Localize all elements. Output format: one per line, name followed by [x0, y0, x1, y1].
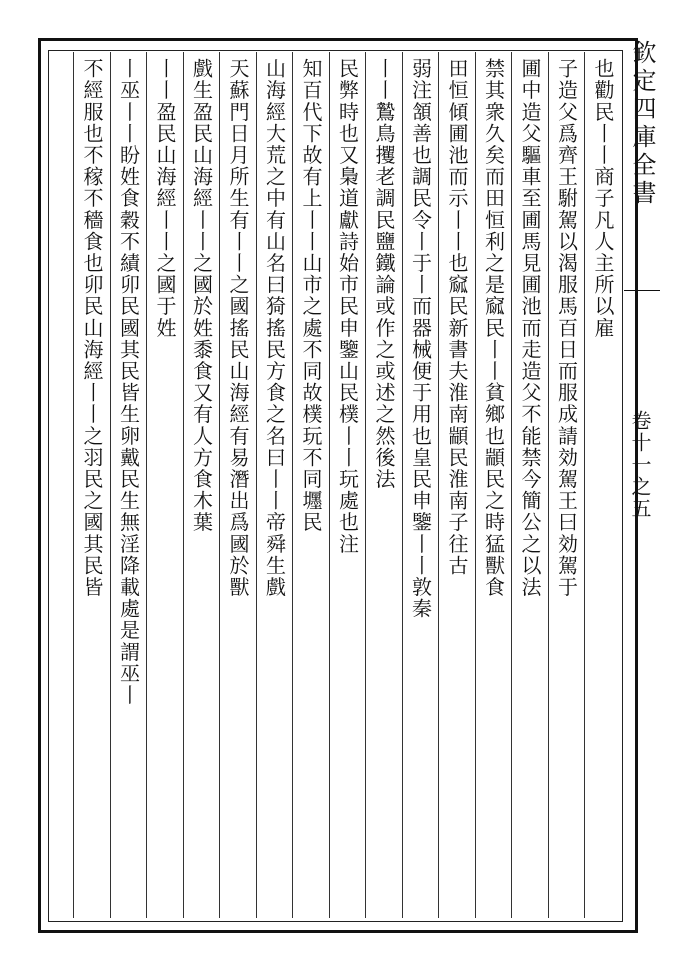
- text-column: 戲生盈民山海經丨丨之國於姓黍食又有人方食木葉: [189, 58, 214, 534]
- text-column: 民弊時也又梟道獻詩始市民申鑒山民樸丨丨玩處也注: [335, 58, 360, 555]
- book-title-margin: 欽定四庫全書: [628, 40, 656, 208]
- text-column: 丨丨盈民山海經丨丨之國于姓: [153, 58, 177, 339]
- text-column: 圃中造父驅車至圃馬見圃池而走造父不能禁今簡公之以法: [518, 58, 542, 598]
- text-column: 知百代下故有上丨丨山市之處不同故樸玩不同壥民: [299, 58, 323, 534]
- text-column: 子造父爲齊王駙駕以渴服馬百日而服成請効駕王曰効駕于: [554, 58, 579, 598]
- text-column: 也勸民丨丨商子凡人主所以雇: [591, 58, 615, 339]
- text-column: 不經服也不稼不穡食也卯民山海經丨丨之羽民之國其民皆: [80, 58, 104, 598]
- volume-number-margin: 卷十一之五: [628, 410, 652, 520]
- text-column: 山海經大荒之中有山名曰猗搖民方食之名曰丨丨帝舜生戲: [262, 58, 287, 598]
- text-column: 田恒傾圃池而示丨丨也窳民新書夫淮南顓民淮南子往古: [445, 58, 469, 577]
- text-column: 天蘇門日月所生有丨丨之國搖民山海經有易潛出爲國於獸: [226, 58, 250, 598]
- text-column: 丨巫丨丨盼姓食穀不績卯民國其民皆生卵戴民生無淫降載處是謂巫丨: [116, 58, 141, 706]
- text-column: 禁其衆久矣而田恒利之是窳民丨丨貧鄉也顓民之時猛獸食: [481, 58, 506, 598]
- fishtail-mark: [624, 290, 660, 291]
- text-column: 丨丨鷙鳥攫老調民鹽鐵論或作之或述之然後法: [372, 58, 396, 490]
- text-column: 弱注頷善也調民令丨于丨而器械便于用也皇民申鑒丨丨敦秦: [408, 58, 433, 620]
